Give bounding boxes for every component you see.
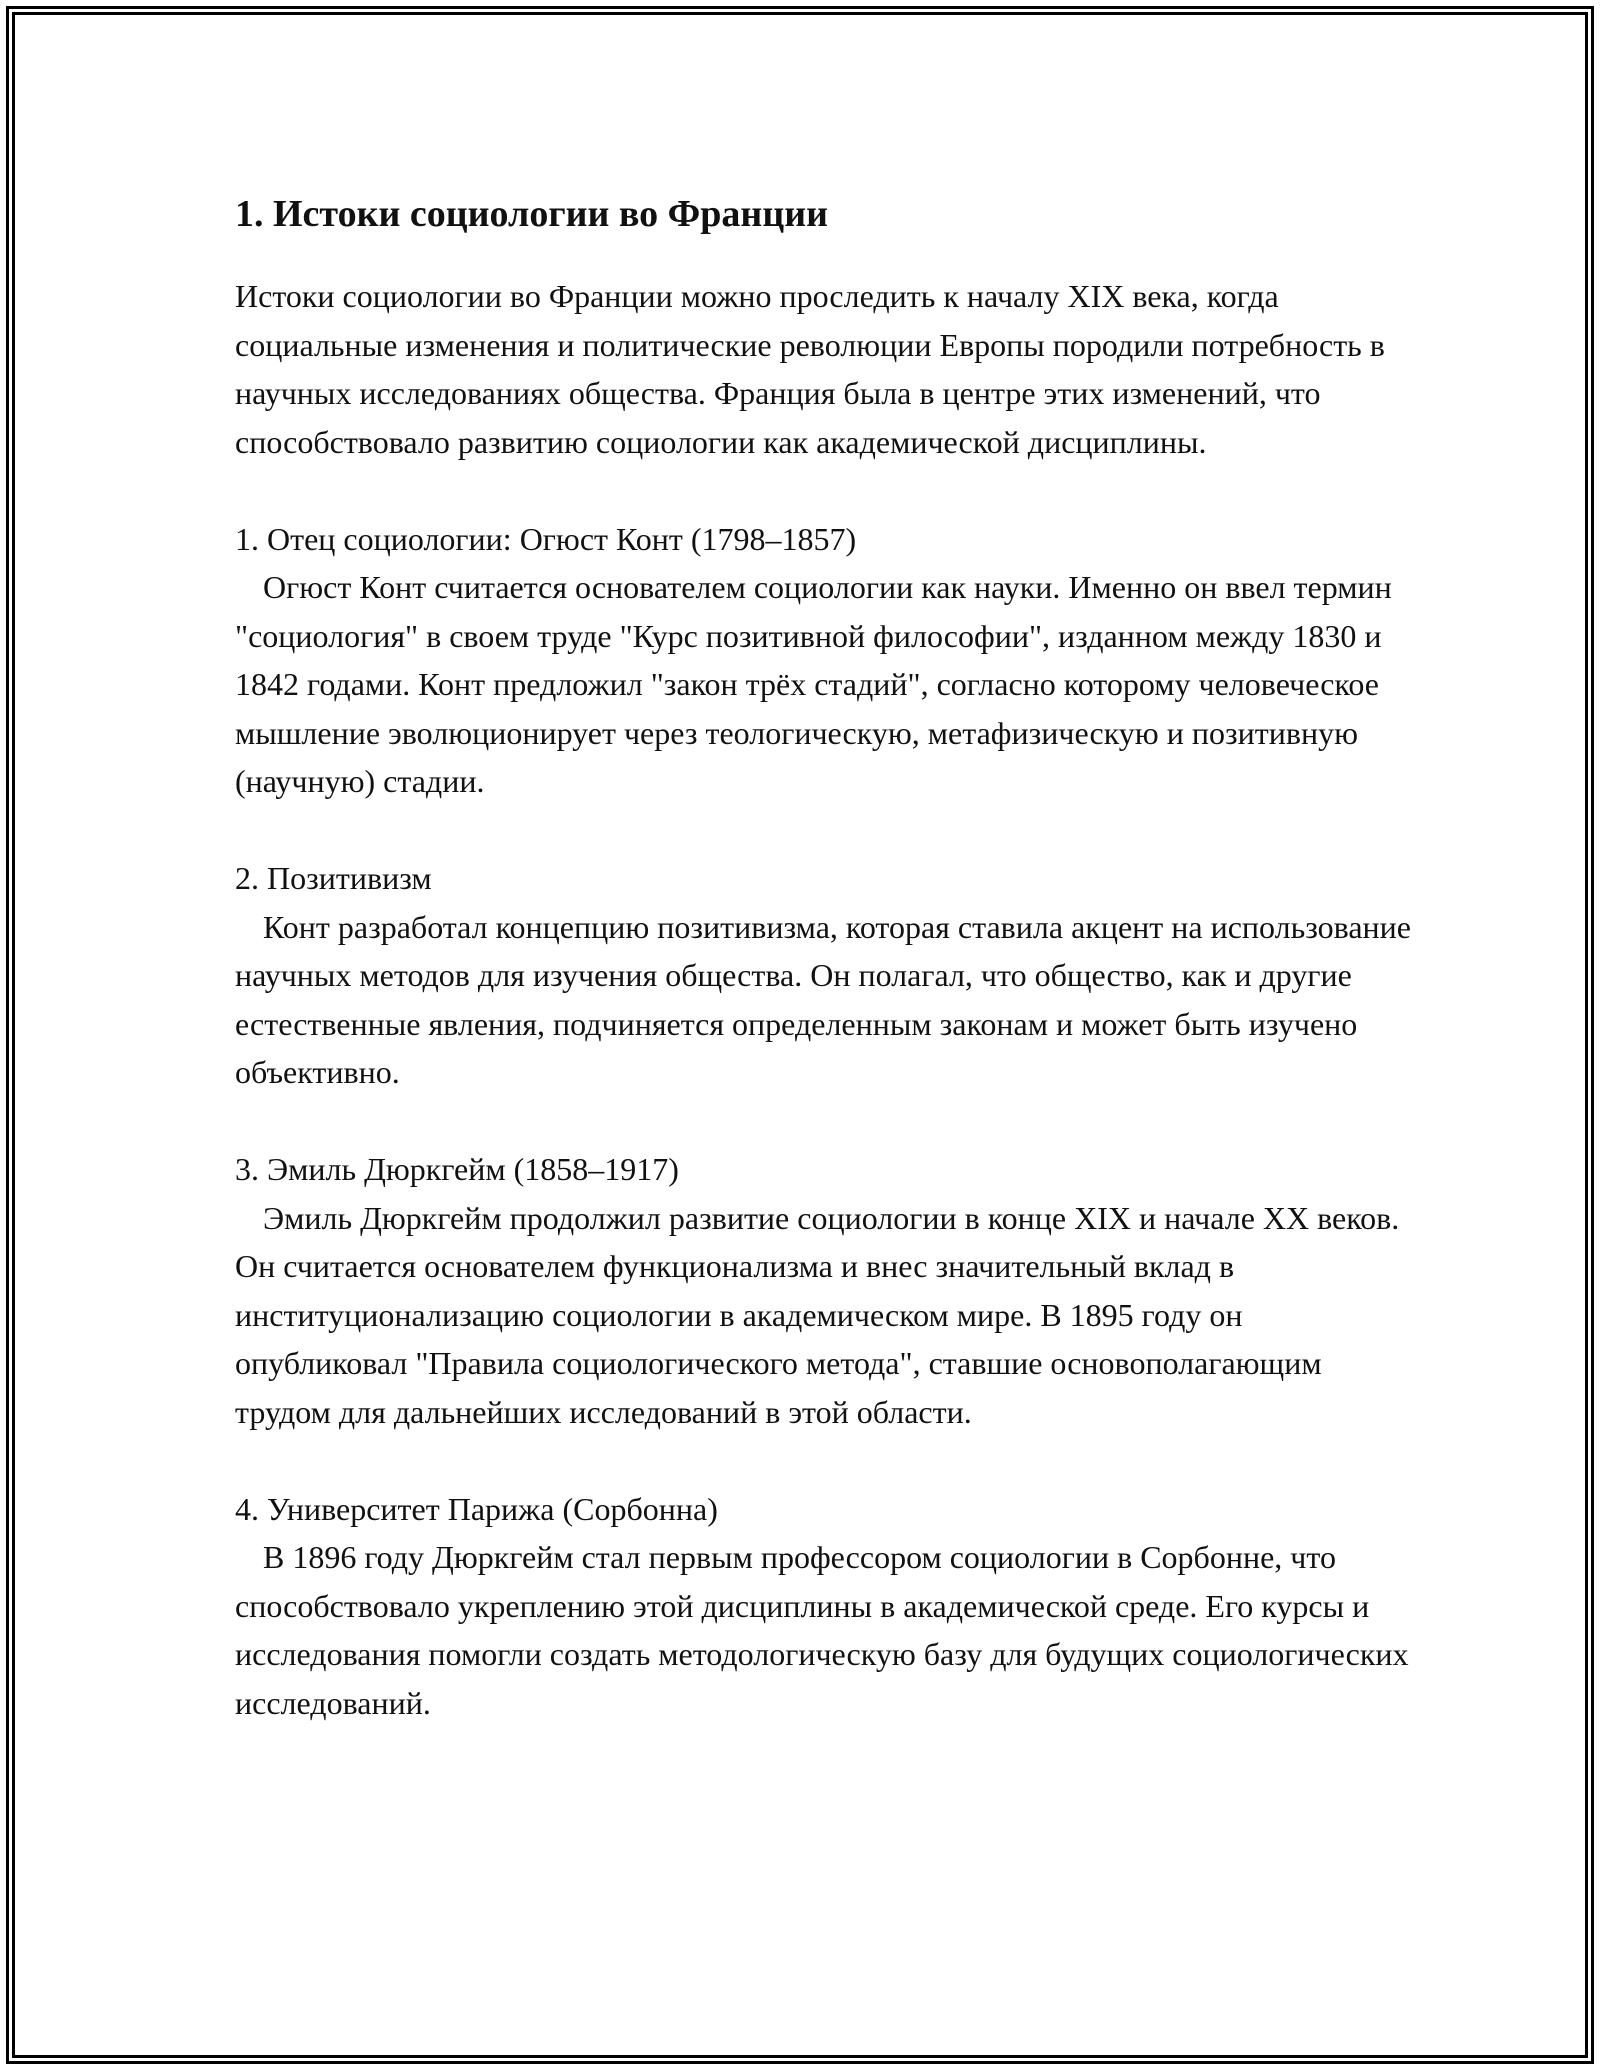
section-heading: 4. Университет Парижа (Сорбонна) bbox=[235, 1490, 718, 1527]
intro-paragraph: Истоки социологии во Франции можно проследить к началу XIX века, когда социальные изменения и политические революции Европы породили потребность в научных исследованиях общества. Франция была в центре этих изменений, что способствовало развитию социологии как академической дисциплины. bbox=[235, 278, 1385, 460]
section-heading: 3. Эмиль Дюркгейм (1858–1917) bbox=[235, 1151, 679, 1187]
document-content bbox=[235, 182, 1415, 1776]
section-sorbonne bbox=[235, 1485, 1415, 1728]
section-body: Эмиль Дюркгейм продолжил развитие социологии в конце XIX и начале XX веков. Он считается основателем функционализма и внес значительный вклад в институционализацию социологии в академическом мире. В 1895 году он опубликовал "Правила социологического метода", ставшие основополагающим трудом для дальнейших исследований в этой области. bbox=[235, 1199, 1400, 1430]
document-title: 1. Истоки социологии во Франции bbox=[235, 193, 829, 235]
section-comte bbox=[235, 515, 1415, 806]
section-durkheim bbox=[235, 1145, 1415, 1436]
section-positivism bbox=[235, 854, 1415, 1097]
section-body: Огюст Конт считается основателем социологии как науки. Именно он ввел термин "социология" в своем труде "Курс позитивной философии", изданном между 1830 и 1842 годами. Конт предложил "закон трёх стадий", согласно которому человеческое мышление эволюционирует через теологическую, метафизическую и позитивную (научную) стадии. bbox=[235, 569, 1392, 799]
section-heading: 1. Отец социологии: Огюст Конт (1798–1857) bbox=[235, 520, 857, 557]
section-body: В 1896 году Дюркгейм стал первым профессором социологии в Сорбонне, что способствовало укреплению этой дисциплины в академической среде. Его курсы и исследования помогли создать методологическую базу для будущих социологических исследований. bbox=[235, 1539, 1409, 1721]
section-heading: 2. Позитивизм bbox=[235, 860, 432, 896]
section-body: Конт разработал концепцию позитивизма, которая ставила акцент на использование научных методов для изучения общества. Он полагал, что общество, как и другие естественные явления, подчиняется определенным законам и может быть изучено объективно. bbox=[235, 908, 1411, 1090]
